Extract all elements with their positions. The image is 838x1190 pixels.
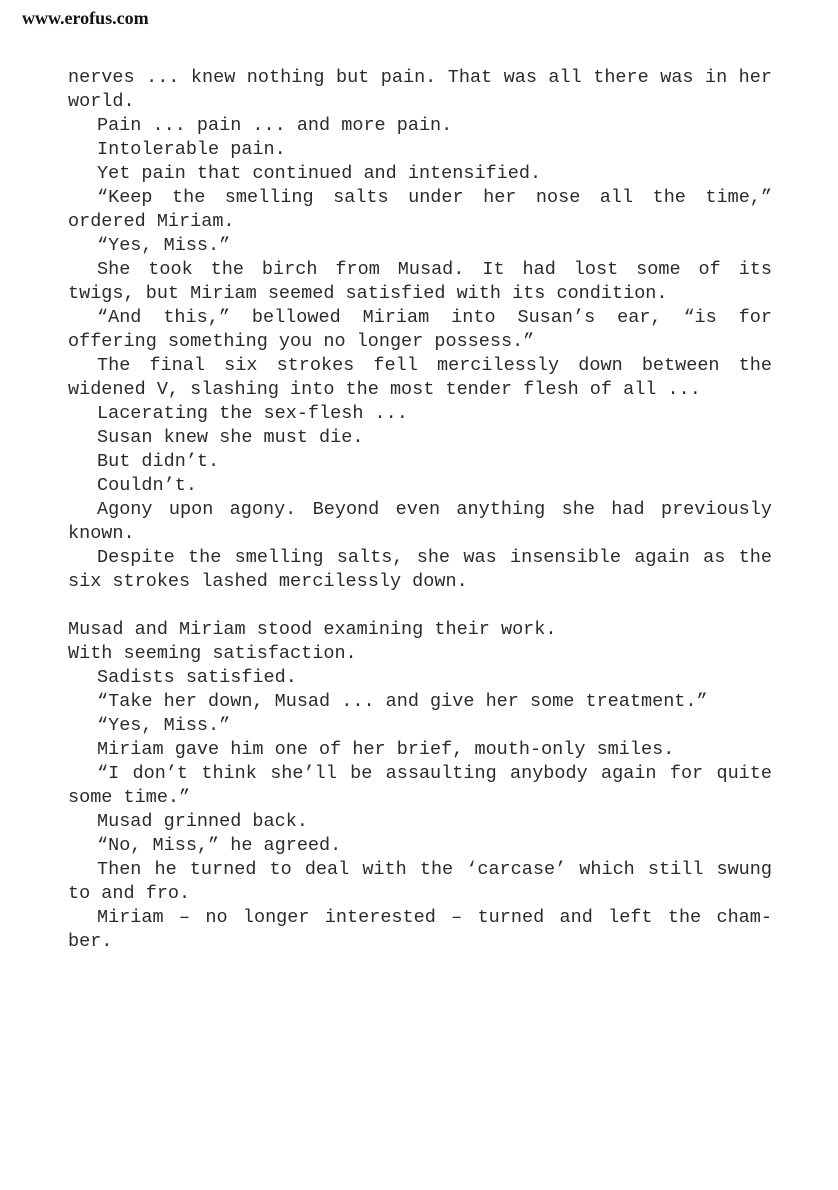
page-body xyxy=(68,66,772,954)
paragraph: Agony upon agony. Beyond even anything she had previously known. xyxy=(68,499,772,544)
paragraph: “I don’t think she’ll be assaulting anybody again for quite some time.” xyxy=(68,763,772,808)
paragraph: With seeming satisfaction. xyxy=(68,643,357,664)
paragraph: Intolerable pain. xyxy=(97,139,286,160)
paragraph: Couldn’t. xyxy=(97,475,197,496)
paragraph: Miriam gave him one of her brief, mouth-only smiles. xyxy=(97,739,675,760)
paragraph: “Yes, Miss.” xyxy=(97,715,231,736)
paragraph: “No, Miss,” he agreed. xyxy=(97,835,342,856)
paragraph: Then he turned to deal with the ‘carcase’ which still swung to and fro. xyxy=(68,859,772,904)
paragraph: “And this,” bellowed Miriam into Susan’s ear, “is for offering something you no longer possess.” xyxy=(68,307,772,352)
paragraph: “Yes, Miss.” xyxy=(97,235,231,256)
paragraph: Sadists satisfied. xyxy=(97,667,297,688)
paragraph: Yet pain that continued and intensified. xyxy=(97,163,542,184)
paragraph: nerves ... knew nothing but pain. That was all there was in her world. xyxy=(68,67,772,112)
site-watermark: www.erofus.com xyxy=(22,8,149,28)
paragraph: “Take her down, Musad ... and give her some treatment.” xyxy=(97,691,708,712)
paragraph: Musad and Miriam stood examining their work. xyxy=(68,619,557,640)
paragraph: Despite the smelling salts, she was insensible again as the six strokes lashed mercilessly down. xyxy=(68,547,772,592)
paragraph: Pain ... pain ... and more pain. xyxy=(97,115,453,136)
paragraph: Susan knew she must die. xyxy=(97,427,364,448)
paragraph: “Keep the smelling salts under her nose all the time,” ordered Miriam. xyxy=(68,187,772,232)
paragraph: Miriam – no longer interested – turned and left the cham-ber. xyxy=(68,907,772,952)
section-break xyxy=(68,594,772,618)
paragraph: But didn’t. xyxy=(97,451,220,472)
paragraph: Lacerating the sex-flesh ... xyxy=(97,403,408,424)
paragraph: The final six strokes fell mercilessly down between the widened V, slashing into the most tender flesh of all ... xyxy=(68,355,772,400)
paragraph: She took the birch from Musad. It had lost some of its twigs, but Miriam seemed satisfied with its condition. xyxy=(68,259,772,304)
paragraph: Musad grinned back. xyxy=(97,811,308,832)
